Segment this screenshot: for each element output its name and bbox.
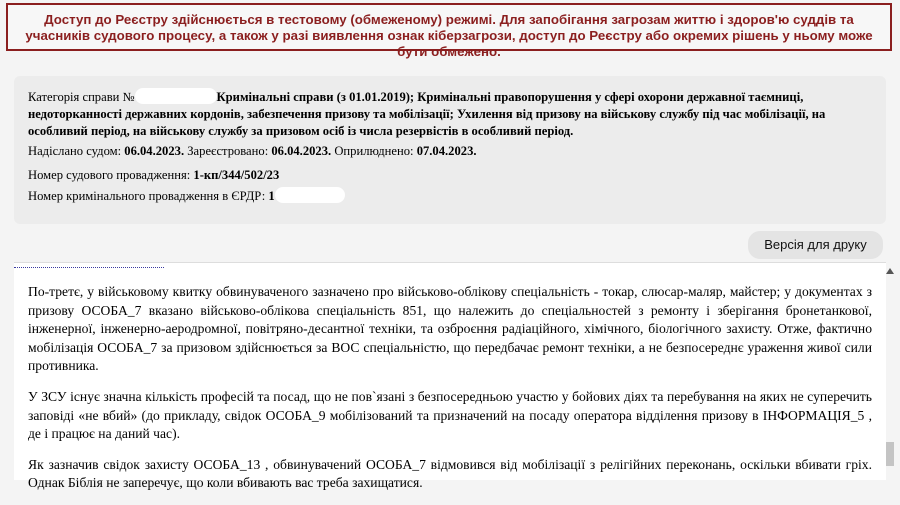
erdr-label: Номер кримінального провадження в ЄРДР: (28, 189, 266, 203)
registered-label: Зареєстровано: (187, 144, 269, 158)
clipped-text-remnant (14, 262, 164, 268)
court-case-row (28, 167, 872, 184)
case-category-label: Категорія справи № (28, 90, 135, 104)
court-case-label: Номер судового провадження: (28, 168, 191, 182)
document-paragraph: По-третє, у військовому квитку обвинуваченого зазначено про військово-облікову спеціальність - токар, слюсар-маляр, майстер; у документах з призову ОСОБА_7 вказано військово-облікова спеціальність 851, що належить до спеціальностей з ремонту і зберігання бронетанкової, інженерної, інженерно-аеродромної, повітряно-десантної техніки, та озброєння радіаційного, хімічного, біологічного захисту. Отже, фактично мобілізація ОСОБА_7 за призовом здійснюється за ВОС спеціальністю, що передбачає ремонт техніки, а не безпосереднє ураження живої сили противника. (28, 284, 872, 374)
document-body (28, 263, 872, 505)
document-scrollbar[interactable] (884, 268, 896, 480)
redacted-case-number (135, 88, 217, 104)
court-case-number: 1-кп/344/502/23 (193, 168, 280, 182)
case-category-row (28, 88, 872, 140)
case-category-value: Кримінальні справи (з 01.01.2019); Кримінальні правопорушення у сфері охорони державної таємниці, недоторканності державних кордонів, забезпечення призову та мобілізації; Ухилення від призову на військову службу під час мобілізації, на особливий період, на військову службу за призовом осіб із числа резервістів в особливий період. (28, 90, 826, 138)
case-dates-row (28, 143, 872, 160)
access-warning-text: Доступ до Реєстру здійснюється в тестовому (обмеженому) режимі. Для запобігання загрозам життю і здоров'ю суддів та учасників судового процесу, а також у разі виявлення ознак кіберзагрози, доступ до Реєстру або окремих рішень у ньому може бути обмежено. (25, 12, 873, 59)
access-warning-banner (6, 3, 892, 59)
case-meta-panel (14, 76, 886, 224)
print-version-button[interactable]: Версія для друку (748, 231, 883, 259)
published-date: 07.04.2023. (416, 144, 477, 158)
sent-date: 06.04.2023. (124, 144, 185, 158)
published-label: Оприлюднено: (334, 144, 414, 158)
registered-date: 06.04.2023. (271, 144, 332, 158)
scroll-thumb[interactable] (886, 442, 894, 466)
erdr-row (28, 187, 872, 205)
sent-label: Надіслано судом: (28, 144, 122, 158)
redacted-erdr-number (275, 187, 345, 203)
document-frame[interactable] (14, 262, 886, 491)
document-paragraph: Як зазначив свідок захисту ОСОБА_13 , обвинувачений ОСОБА_7 відмовився від мобілізації з релігійних переконань, оскільки вбивати гріх. Однак Біблія не заперечує, що коли вбивають вас треба захищатися. (28, 456, 872, 491)
erdr-number: 1 (268, 189, 275, 203)
scroll-up-arrow-icon[interactable] (886, 268, 894, 274)
document-paragraph: У ЗСУ існує значна кількість професій та посад, що не пов`язані з безпосередньою участю у бойових діях та перебування на яких не суперечить заповіді «не вбий» (до прикладу, свідок ОСОБА_9 мобілізований та призначений на посаду оператора відділення призову в ІНФОРМАЦІЯ_5 , де і працює на даний час). (28, 388, 872, 442)
